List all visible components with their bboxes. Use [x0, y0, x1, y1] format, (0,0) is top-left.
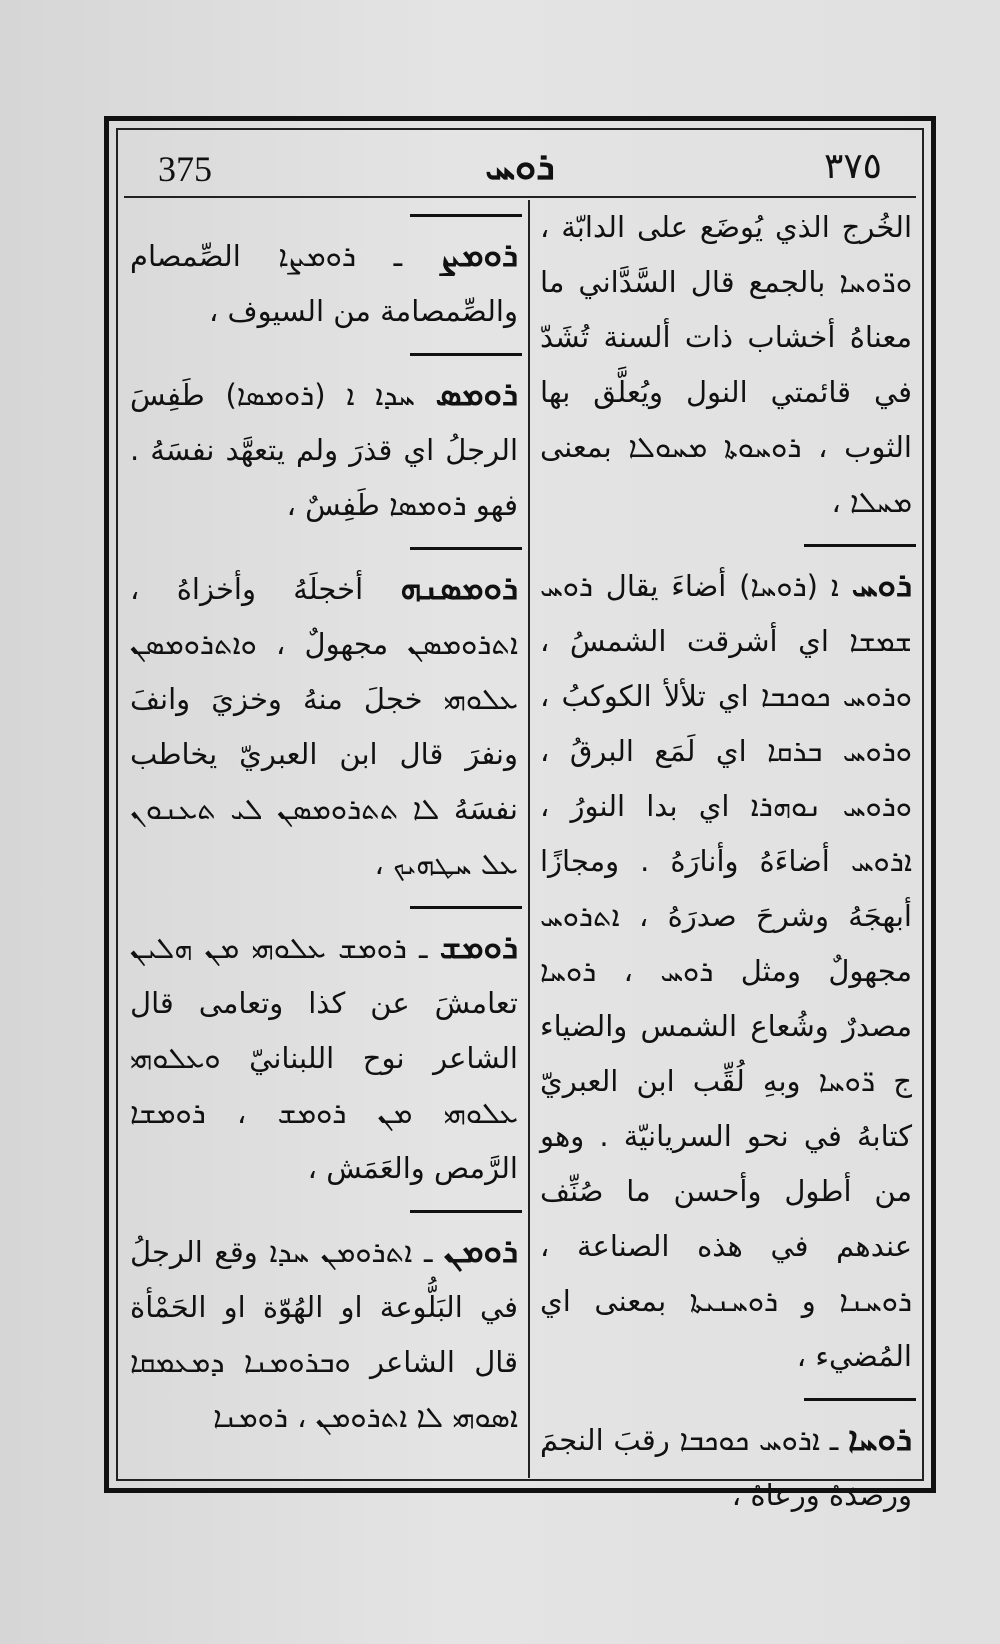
headword: ܪܘܡܨ — [439, 235, 518, 274]
header-rule — [124, 196, 916, 198]
page-number-arabic: ٣٧٥ — [823, 146, 882, 187]
entry-separator — [804, 1398, 916, 1401]
entry-separator — [410, 547, 522, 550]
entry-separator — [410, 353, 522, 356]
entry — [126, 919, 522, 1196]
entry-text: ـ ܪܘܡܨܐ الصِّمصام والصِّمصامة من السيوف ، — [130, 239, 518, 328]
right-column — [536, 200, 916, 1512]
entry — [126, 366, 522, 533]
entry-separator — [410, 906, 522, 909]
entry-separator — [410, 214, 522, 217]
entry — [536, 557, 916, 1384]
entry — [536, 1411, 916, 1523]
entry — [126, 1223, 522, 1445]
entry — [126, 227, 522, 339]
entry-text: الخُرج الذي يُوضَع على الدابّة ، ܘܪ̈ܘܚܐ بالجمع قال السَّدَّاني ما معناهُ أخشاب ذات ألسنة تُشَدّ في قائمتي النول ويُعلَّق بها الثوب ، ܪܘܚܘܬܐ ܡܚܘܠܐ بمعنى ܡܚܠܐ ، — [540, 210, 912, 519]
page-number-latin: 375 — [158, 149, 212, 189]
headword: ܪܘܚ — [851, 565, 913, 604]
headword: ܪܘܚܐ — [848, 1419, 912, 1458]
headword: ܪܘܡܣܢܗ — [400, 568, 518, 607]
entry-text: ܐ (ܪܘܚܐ) أضاءَ يقال ܪܘܚ ܫܡܫܐ اي أشرقت الشمسُ ، ܘܪܘܚ ܟܘܟܒܐ اي تلألأ الكوكبُ ، ܘܪܘܚ ܒܪܩܐ اي لَمَع البرقُ ، ܘܪܘܚ ܢܘܗܪܐ اي بدا النورُ ، ܐܪܘܚ أضاءَهُ وأنارَهُ . ومجازًا أبهجَهُ وشرحَ صدرَهُ ، ܐܬܪܘܚ مجهولٌ ومثل ܪܘܚ ، ܪܘܚܐ مصدرٌ وشُعاع الشمس والضياء ج ܪ̈ܘܚܐ وبهِ لُقِّب ابن العبريّ كتابهُ في نحو السريانيّة . وهو من أطول وأحسن ما صُنِّف عندهم في هذه الصناعة ، ܪܘܚܢܐ و ܪܘܚܢܝܬܐ بمعنى اي المُضيء ، — [540, 569, 912, 1373]
entry-separator — [804, 544, 916, 547]
entry-text: ـ ܐܪܘܚ ܟܘܟܒܐ رقبَ النجمَ ورصدَهُ ورعاهُ ، — [540, 1423, 912, 1512]
entry-text: ـ ܪܘܡܫ ܥܠܘܗܝ ܡܢ ܗܠܝܢ تعامشَ عن كذا وتعامى قال الشاعر نوح اللبنانيّ ܘܥܠܘܗܝ ܥܠܘܗܝ ܡܢ ܪܘܡܫ ، ܪܘܡܫܐ الرَّمص والعَمَش ، — [130, 931, 518, 1185]
headword: ܪܘܡܫ — [439, 927, 518, 966]
entry-text: ܚܕܐ ܐ (ܪܘܡܣܐ) طَفِسَ الرجلُ اي قذرَ ولم يتعهَّد نفسَهُ . فهو ܪܘܡܣܐ طَفِسٌ ، — [130, 378, 518, 522]
headword: ܪܘܡܢ — [444, 1231, 518, 1270]
column-divider — [528, 200, 530, 1478]
entry-continuation — [536, 200, 916, 530]
entry-text: أخجلَهُ وأخزاهُ ، ܐܬܪܘܡܣܢ مجهولٌ ، ܘܐܬܪܘܡܣܢ ܥܠܘܗܝ خجلَ منهُ وخزيَ وانفَ ونفرَ قال ابن العبريّ يخاطب نفسَهُ ܠܐ ܬܬܪܘܡܣܢ ܠܝ ܬܥܢܘܢ ܥܠ ܚܛܗܝܟ ، — [130, 572, 518, 881]
running-head: ܪܘܚ — [485, 144, 555, 188]
page-header — [118, 140, 922, 200]
entry-separator — [410, 1210, 522, 1213]
entry-text: ـ ܐܬܪܘܡܢ ܚܕܐ وقع الرجلُ في البَلُّوعة او الهُوّة او الحَمْأة قال الشاعر ܘܒܪܘܡܢܐ ܕܡܥܡܩܐ ܐܣܘܗܝ ܠܐ ܐܬܪܘܡܢ ، ܪܘܡܢܐ — [130, 1235, 518, 1434]
entry — [126, 560, 522, 892]
left-column — [126, 200, 522, 1476]
headword: ܪܘܡܣ — [435, 374, 519, 413]
